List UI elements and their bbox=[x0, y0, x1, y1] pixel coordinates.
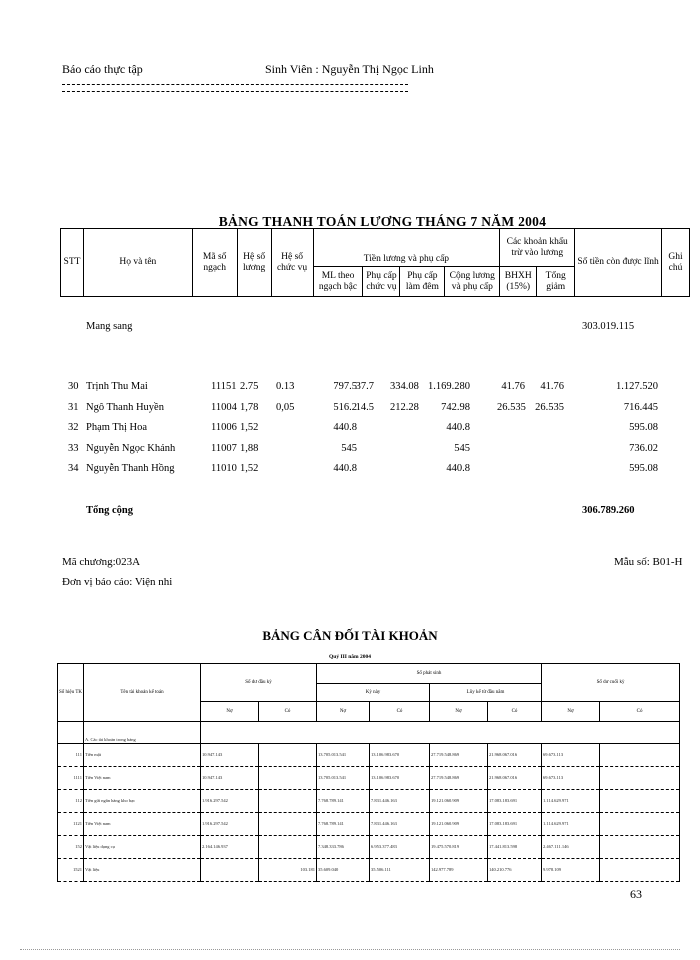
payroll-cell-total: 545 bbox=[454, 442, 470, 454]
col-pos-coef: Hệ số chức vụ bbox=[271, 229, 313, 297]
payroll-cell-bhxh: 26.535 bbox=[497, 401, 526, 413]
payroll-cell-total: 742.98 bbox=[441, 401, 470, 413]
balance-value: 7.348.333.786 bbox=[317, 836, 370, 859]
col-total: Cộng lương và phụ cấp bbox=[445, 267, 500, 297]
balance-acct-no: 1121 bbox=[58, 813, 84, 836]
balance-acct-name: Tiền Việt nam bbox=[84, 767, 201, 790]
form-number: Mẫu số: B01-H bbox=[614, 556, 683, 568]
balance-value: 27.719.548.869 bbox=[430, 744, 488, 767]
col-pcld: Phụ cấp làm đêm bbox=[400, 267, 445, 297]
balance-value bbox=[600, 813, 680, 836]
col-stt: STT bbox=[61, 229, 84, 297]
balance-acct-name: Vật liệu dụng cụ bbox=[84, 836, 201, 859]
payroll-cell-coef: 1,52 bbox=[240, 463, 259, 474]
balance-table bbox=[57, 663, 680, 882]
student-name: Sinh Viên : Nguyễn Thị Ngọc Linh bbox=[265, 62, 434, 76]
payroll-cell-pcld: 334.08 bbox=[390, 381, 419, 392]
payroll-cell-net: 1.127.520 bbox=[616, 381, 658, 392]
balance-value: 17.083.183.691 bbox=[488, 813, 542, 836]
payroll-cell-stt: 30 bbox=[68, 381, 79, 392]
payroll-cell-giam: 41.76 bbox=[540, 381, 564, 392]
col-bhxh: BHXH (15%) bbox=[500, 267, 537, 297]
col-code: Mã số ngạch bbox=[192, 229, 237, 297]
balance-row bbox=[58, 767, 680, 790]
payroll-cell-stt: 33 bbox=[68, 442, 79, 454]
col-tong-giam: Tổng giảm bbox=[537, 267, 575, 297]
balance-value: 19.121.060.909 bbox=[430, 790, 488, 813]
balance-acct-name: Tiền Việt nam bbox=[84, 813, 201, 836]
balance-acct-no: 1111 bbox=[58, 767, 84, 790]
payroll-cell-total: 440.8 bbox=[446, 422, 470, 433]
balance-value: 9.978.109 bbox=[542, 859, 600, 882]
payroll-row bbox=[0, 401, 700, 415]
balance-value bbox=[259, 744, 317, 767]
balance-acct-name: Tiền mặt bbox=[84, 744, 201, 767]
col-coef: Hệ số lương bbox=[237, 229, 271, 297]
payroll-cell-coef: 1,52 bbox=[240, 422, 259, 433]
col-salary-group: Tiền lương và phụ cấp bbox=[313, 229, 500, 267]
balance-value bbox=[259, 790, 317, 813]
balance-value bbox=[259, 767, 317, 790]
balance-row bbox=[58, 836, 680, 859]
balance-value: 7.831.446.163 bbox=[370, 813, 430, 836]
payroll-cell-ml: 797.5 bbox=[333, 381, 357, 392]
payroll-cell-pos: 0,05 bbox=[276, 401, 295, 413]
col-co: Có bbox=[488, 702, 542, 722]
chapter-code: Mã chương:023A bbox=[62, 556, 141, 568]
payroll-cell-name: Phạm Thị Hoa bbox=[86, 422, 148, 433]
balance-value: 35.609.040 bbox=[317, 859, 370, 882]
payroll-cell-total: 440.8 bbox=[446, 463, 470, 474]
payroll-cell-coef: 1,78 bbox=[240, 401, 259, 413]
payroll-cell-name: Trịnh Thu Mai bbox=[86, 381, 148, 392]
col-arising: Số phát sinh bbox=[317, 664, 542, 684]
payroll-cell-coef: 2.75 bbox=[240, 381, 259, 392]
carry-amount: 303.019.115 bbox=[582, 321, 635, 332]
col-no: Nợ bbox=[430, 702, 488, 722]
payroll-table-header bbox=[60, 228, 690, 297]
col-acct-no: Số hiệu TK bbox=[58, 664, 84, 722]
balance-acct-name: Tiền gửi ngân hàng kho bạc bbox=[84, 790, 201, 813]
payroll-row bbox=[0, 442, 700, 456]
col-no: Nợ bbox=[542, 702, 600, 722]
payroll-cell-giam: 26.535 bbox=[535, 401, 564, 413]
balance-value: 103.181 bbox=[259, 859, 317, 882]
balance-value: 10.947.143 bbox=[201, 767, 259, 790]
col-closing: Số dư cuối kỳ bbox=[542, 664, 680, 702]
payroll-cell-total: 1.169.280 bbox=[428, 381, 470, 392]
payroll-cell-name: Ngô Thanh Huyền bbox=[86, 401, 164, 413]
payroll-row bbox=[0, 380, 700, 394]
balance-body bbox=[58, 744, 680, 882]
payroll-cell-code: 11010 bbox=[211, 463, 237, 474]
col-cumulative: Lũy kế từ đầu năm bbox=[430, 684, 542, 702]
payroll-cell-stt: 32 bbox=[68, 422, 79, 433]
balance-value: 17.441.813.598 bbox=[488, 836, 542, 859]
payroll-cell-stt: 31 bbox=[68, 401, 79, 413]
payroll-cell-net: 595.08 bbox=[629, 463, 658, 474]
balance-value: 13.705.013.541 bbox=[317, 744, 370, 767]
carry-label: Mang sang bbox=[86, 321, 133, 332]
balance-value: 6.953.377.483 bbox=[370, 836, 430, 859]
balance-value: 2.467.111.146 bbox=[542, 836, 600, 859]
balance-value bbox=[600, 859, 680, 882]
payroll-cell-name: Nguyễn Ngọc Khánh bbox=[86, 442, 176, 454]
balance-value bbox=[600, 767, 680, 790]
balance-acct-no: 111 bbox=[58, 744, 84, 767]
balance-value bbox=[600, 790, 680, 813]
payroll-cell-stt: 34 bbox=[68, 463, 79, 474]
balance-period: Quý III năm 2004 bbox=[328, 654, 372, 660]
payroll-cell-net: 736.02 bbox=[629, 442, 658, 454]
balance-value: 13.106.983.670 bbox=[370, 744, 430, 767]
col-net: Số tiền còn được lĩnh bbox=[575, 229, 662, 297]
payroll-cell-ml: 440.8 bbox=[333, 463, 357, 474]
payroll-cell-code: 11007 bbox=[211, 442, 237, 454]
balance-value: 7.768.789.141 bbox=[317, 813, 370, 836]
payroll-cell-bhxh: 41.76 bbox=[501, 381, 525, 392]
payroll-title: BẢNG THANH TOÁN LƯƠNG THÁNG 7 NĂM 2004 bbox=[218, 214, 547, 229]
col-co: Có bbox=[259, 702, 317, 722]
col-ml: ML theo ngạch bậc bbox=[313, 267, 363, 297]
balance-value: 21.968.067.016 bbox=[488, 767, 542, 790]
col-no: Nợ bbox=[317, 702, 370, 722]
col-deduct-group: Các khoản khấu trừ vào lương bbox=[500, 229, 575, 267]
balance-value: 1.114.629.971 bbox=[542, 813, 600, 836]
balance-value: 13.705.013.541 bbox=[317, 767, 370, 790]
balance-value bbox=[600, 744, 680, 767]
balance-value: 1.114.629.971 bbox=[542, 790, 600, 813]
payroll-cell-name: Nguyễn Thanh Hồng bbox=[86, 463, 175, 474]
balance-row bbox=[58, 744, 680, 767]
payroll-cell-coef: 1,88 bbox=[240, 442, 259, 454]
bottom-border bbox=[20, 949, 680, 950]
balance-value: 7.768.789.141 bbox=[317, 790, 370, 813]
balance-row bbox=[58, 859, 680, 882]
balance-value: 69.673.113 bbox=[542, 767, 600, 790]
payroll-cell-pccv: 14.5 bbox=[355, 401, 374, 413]
payroll-row bbox=[0, 421, 700, 435]
payroll-cell-net: 595.08 bbox=[629, 422, 658, 433]
total-amount: 306.789.260 bbox=[582, 505, 635, 516]
payroll-cell-pccv: 37.7 bbox=[355, 381, 374, 392]
payroll-cell-pcld: 212.28 bbox=[390, 401, 419, 413]
balance-value: 35.506.111 bbox=[370, 859, 430, 882]
col-pccv: Phụ cấp chức vụ bbox=[363, 267, 400, 297]
balance-value: 21.968.067.016 bbox=[488, 744, 542, 767]
balance-acct-no: 152 bbox=[58, 836, 84, 859]
balance-value: 142.977.789 bbox=[430, 859, 488, 882]
payroll-cell-code: 11006 bbox=[211, 422, 237, 433]
report-header-left: Báo cáo thực tập bbox=[62, 62, 143, 76]
balance-value: 13.106.983.670 bbox=[370, 767, 430, 790]
balance-acct-no: 1521 bbox=[58, 859, 84, 882]
balance-value: 140.210.776 bbox=[488, 859, 542, 882]
balance-value: 19.475.570.819 bbox=[430, 836, 488, 859]
col-opening: Số dư đầu kỳ bbox=[201, 664, 317, 702]
payroll-cell-ml: 440.8 bbox=[333, 422, 357, 433]
balance-row bbox=[58, 813, 680, 836]
balance-value: 2.164.146.937 bbox=[201, 836, 259, 859]
col-acct-name: Tên tài khoản kế toán bbox=[84, 664, 201, 722]
balance-row bbox=[58, 790, 680, 813]
payroll-cell-net: 716.445 bbox=[623, 401, 658, 413]
balance-value bbox=[600, 836, 680, 859]
balance-acct-no: 112 bbox=[58, 790, 84, 813]
payroll-cell-ml: 545 bbox=[341, 442, 357, 454]
payroll-row bbox=[0, 462, 700, 476]
balance-title: BẢNG CÂN ĐỐI TÀI KHOẢN bbox=[262, 628, 438, 643]
balance-value: 19.121.060.909 bbox=[430, 813, 488, 836]
balance-value: 7.831.446.163 bbox=[370, 790, 430, 813]
col-co: Có bbox=[600, 702, 680, 722]
balance-value: 1.916.297.542 bbox=[201, 790, 259, 813]
balance-value: 69.673.113 bbox=[542, 744, 600, 767]
balance-value: 1.916.297.542 bbox=[201, 813, 259, 836]
total-label: Tổng cộng bbox=[86, 505, 133, 516]
payroll-cell-code: 11151 bbox=[211, 381, 237, 392]
page-number: 63 bbox=[630, 887, 642, 901]
header-separator bbox=[62, 84, 408, 92]
payroll-cell-ml: 516.2 bbox=[333, 401, 357, 413]
col-note: Ghi chú bbox=[661, 229, 689, 297]
balance-value: 10.947.143 bbox=[201, 744, 259, 767]
col-this-period: Kỳ này bbox=[317, 684, 430, 702]
balance-value: 17.083.183.691 bbox=[488, 790, 542, 813]
col-name: Họ và tên bbox=[83, 229, 192, 297]
col-no: Nợ bbox=[201, 702, 259, 722]
payroll-cell-code: 11004 bbox=[211, 401, 237, 413]
balance-value bbox=[201, 859, 259, 882]
balance-value bbox=[259, 813, 317, 836]
balance-section: A. Các tài khoản trong bảng bbox=[84, 722, 201, 744]
report-unit: Đơn vị báo cáo: Viện nhi bbox=[62, 576, 173, 588]
balance-value bbox=[259, 836, 317, 859]
balance-value: 27.719.548.869 bbox=[430, 767, 488, 790]
balance-acct-name: Vật liệu bbox=[84, 859, 201, 882]
payroll-cell-pos: 0.13 bbox=[276, 381, 295, 392]
col-co: Có bbox=[370, 702, 430, 722]
